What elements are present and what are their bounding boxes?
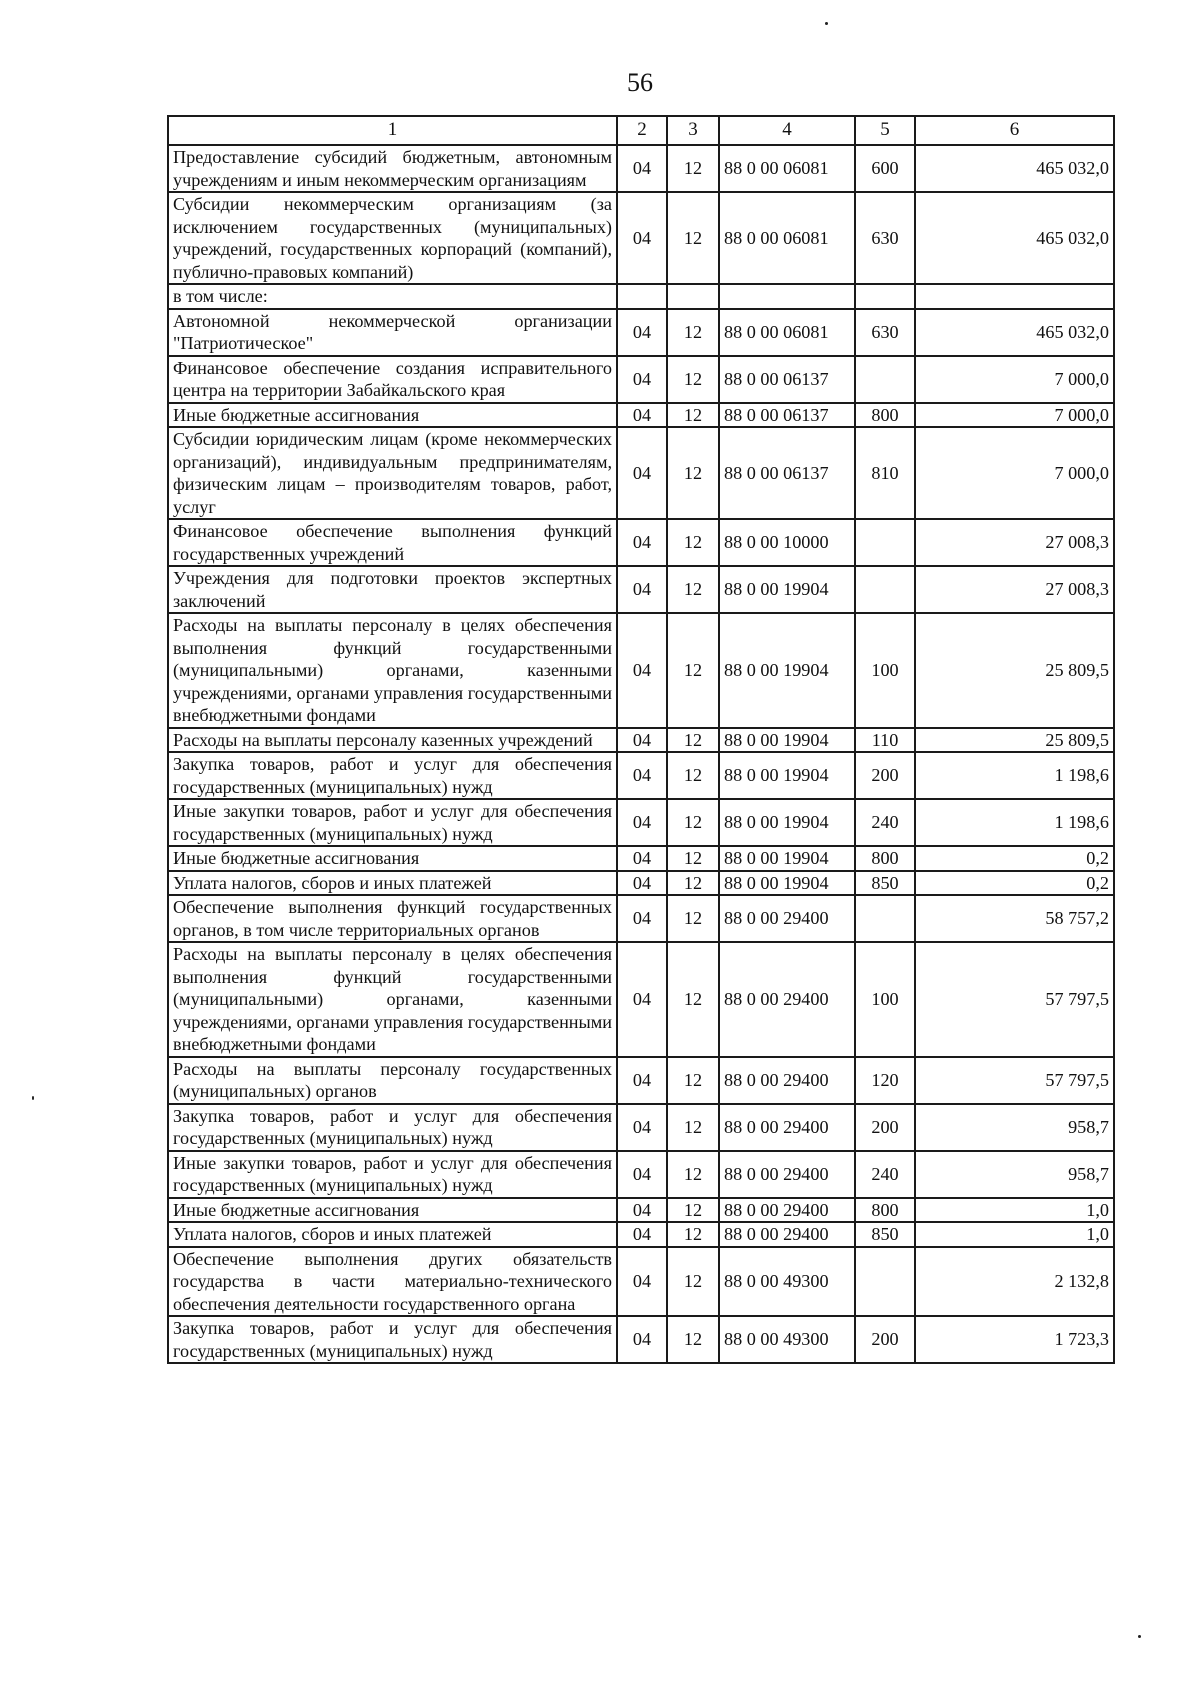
table-row (168, 309, 1114, 356)
amount-value: 57 797,5 (915, 1057, 1114, 1104)
expense-type-code: 850 (855, 871, 915, 896)
subsection-code: 12 (667, 1247, 719, 1317)
table-row (168, 1316, 1114, 1363)
expense-type-code: 630 (855, 309, 915, 356)
column-header: 3 (667, 116, 719, 145)
expense-type-code: 850 (855, 1222, 915, 1247)
section-code: 04 (617, 145, 667, 192)
target-article-code: 88 0 00 06137 (719, 356, 855, 403)
expense-description: Иные закупки товаров, работ и услуг для обеспечения государственных (муниципальных) нужд (168, 1151, 617, 1198)
expense-type-code: 810 (855, 427, 915, 519)
subsection-code: 12 (667, 192, 719, 284)
section-code: 04 (617, 356, 667, 403)
section-code: 04 (617, 871, 667, 896)
target-article-code: 88 0 00 29400 (719, 1057, 855, 1104)
expense-type-code: 630 (855, 192, 915, 284)
expense-description: Иные бюджетные ассигнования (168, 403, 617, 428)
section-code: 04 (617, 1057, 667, 1104)
column-header: 2 (617, 116, 667, 145)
subsection-code: 12 (667, 846, 719, 871)
amount-value: 0,2 (915, 871, 1114, 896)
amount-value: 1 198,6 (915, 752, 1114, 799)
target-article-code: 88 0 00 49300 (719, 1316, 855, 1363)
target-article-code: 88 0 00 29400 (719, 1151, 855, 1198)
amount-value: 7 000,0 (915, 427, 1114, 519)
section-code: 04 (617, 1198, 667, 1223)
amount-value: 25 809,5 (915, 728, 1114, 753)
amount-value: 1,0 (915, 1198, 1114, 1223)
target-article-code: 88 0 00 29400 (719, 895, 855, 942)
amount-value (915, 284, 1114, 309)
table-body (168, 145, 1114, 1363)
target-article-code: 88 0 00 49300 (719, 1247, 855, 1317)
table-row (168, 427, 1114, 519)
amount-value: 465 032,0 (915, 309, 1114, 356)
subsection-code: 12 (667, 1198, 719, 1223)
target-article-code: 88 0 00 19904 (719, 752, 855, 799)
table-row (168, 799, 1114, 846)
amount-value: 465 032,0 (915, 192, 1114, 284)
expense-description: Иные бюджетные ассигнования (168, 1198, 617, 1223)
target-article-code: 88 0 00 29400 (719, 942, 855, 1057)
expense-description: Закупка товаров, работ и услуг для обеспечения государственных (муниципальных) нужд (168, 1104, 617, 1151)
target-article-code: 88 0 00 06081 (719, 192, 855, 284)
expense-description: Закупка товаров, работ и услуг для обеспечения государственных (муниципальных) нужд (168, 1316, 617, 1363)
amount-value: 25 809,5 (915, 613, 1114, 728)
expense-description: Обеспечение выполнения функций государственных органов, в том числе территориальных органов (168, 895, 617, 942)
subsection-code: 12 (667, 613, 719, 728)
amount-value: 27 008,3 (915, 566, 1114, 613)
subsection-code (667, 284, 719, 309)
expense-type-code (855, 895, 915, 942)
section-code: 04 (617, 427, 667, 519)
table-row (168, 1247, 1114, 1317)
target-article-code: 88 0 00 06137 (719, 403, 855, 428)
subsection-code: 12 (667, 1222, 719, 1247)
amount-value: 58 757,2 (915, 895, 1114, 942)
expense-type-code: 110 (855, 728, 915, 753)
subsection-code: 12 (667, 356, 719, 403)
target-article-code: 88 0 00 06081 (719, 309, 855, 356)
subsection-code: 12 (667, 1057, 719, 1104)
section-code: 04 (617, 1316, 667, 1363)
expense-description: Предоставление субсидий бюджетным, автономным учреждениям и иным некоммерческим организациям (168, 145, 617, 192)
target-article-code: 88 0 00 19904 (719, 613, 855, 728)
subsection-code: 12 (667, 1151, 719, 1198)
subsection-code: 12 (667, 752, 719, 799)
subsection-code: 12 (667, 145, 719, 192)
section-code: 04 (617, 403, 667, 428)
target-article-code: 88 0 00 06081 (719, 145, 855, 192)
target-article-code: 88 0 00 19904 (719, 871, 855, 896)
expense-description: Расходы на выплаты персоналу в целях обеспечения выполнения функций государственными (муниципальными) органами, казенными учреждениями, органами управления государственными внебюджетными фондами (168, 613, 617, 728)
scan-speck (1138, 1635, 1141, 1638)
expense-type-code: 800 (855, 1198, 915, 1223)
expense-type-code: 120 (855, 1057, 915, 1104)
target-article-code: 88 0 00 19904 (719, 566, 855, 613)
amount-value: 27 008,3 (915, 519, 1114, 566)
section-code: 04 (617, 728, 667, 753)
amount-value: 7 000,0 (915, 356, 1114, 403)
expense-type-code: 100 (855, 613, 915, 728)
amount-value: 1 198,6 (915, 799, 1114, 846)
expense-description: в том числе: (168, 284, 617, 309)
table-row (168, 1057, 1114, 1104)
column-header: 5 (855, 116, 915, 145)
scan-speck (32, 1096, 34, 1100)
page-number: 56 (627, 68, 653, 97)
target-article-code: 88 0 00 19904 (719, 799, 855, 846)
table-row (168, 284, 1114, 309)
section-code: 04 (617, 752, 667, 799)
expense-type-code: 200 (855, 1104, 915, 1151)
expense-description: Расходы на выплаты персоналу государственных (муниципальных) органов (168, 1057, 617, 1104)
subsection-code: 12 (667, 403, 719, 428)
table-row (168, 871, 1114, 896)
target-article-code: 88 0 00 19904 (719, 728, 855, 753)
section-code: 04 (617, 613, 667, 728)
section-code: 04 (617, 519, 667, 566)
table-row (168, 1151, 1114, 1198)
subsection-code: 12 (667, 728, 719, 753)
subsection-code: 12 (667, 309, 719, 356)
section-code: 04 (617, 1151, 667, 1198)
header-row (168, 116, 1114, 145)
scan-speck (825, 22, 828, 25)
table-row (168, 519, 1114, 566)
expense-type-code: 800 (855, 846, 915, 871)
amount-value: 2 132,8 (915, 1247, 1114, 1317)
expense-description: Расходы на выплаты персоналу в целях обеспечения выполнения функций государственными (муниципальными) органами, казенными учреждениями, органами управления государственными внебюджетными фондами (168, 942, 617, 1057)
table-row (168, 192, 1114, 284)
column-header: 4 (719, 116, 855, 145)
table-row (168, 356, 1114, 403)
subsection-code: 12 (667, 566, 719, 613)
table-row (168, 1198, 1114, 1223)
expense-description: Финансовое обеспечение создания исправительного центра на территории Забайкальского края (168, 356, 617, 403)
section-code: 04 (617, 1247, 667, 1317)
table-row (168, 613, 1114, 728)
subsection-code: 12 (667, 1104, 719, 1151)
amount-value: 7 000,0 (915, 403, 1114, 428)
target-article-code: 88 0 00 29400 (719, 1198, 855, 1223)
expense-type-code: 100 (855, 942, 915, 1057)
subsection-code: 12 (667, 427, 719, 519)
table-row (168, 895, 1114, 942)
expense-type-code: 240 (855, 1151, 915, 1198)
expense-type-code: 600 (855, 145, 915, 192)
section-code: 04 (617, 846, 667, 871)
table-row (168, 846, 1114, 871)
amount-value: 1 723,3 (915, 1316, 1114, 1363)
section-code: 04 (617, 895, 667, 942)
expense-type-code: 200 (855, 752, 915, 799)
expense-description: Уплата налогов, сборов и иных платежей (168, 1222, 617, 1247)
subsection-code: 12 (667, 799, 719, 846)
amount-value: 465 032,0 (915, 145, 1114, 192)
table-row (168, 942, 1114, 1057)
expense-description: Обеспечение выполнения других обязательств государства в части материально-технического обеспечения деятельности государственного органа (168, 1247, 617, 1317)
expense-description: Закупка товаров, работ и услуг для обеспечения государственных (муниципальных) нужд (168, 752, 617, 799)
section-code: 04 (617, 309, 667, 356)
budget-table (167, 115, 1115, 1364)
target-article-code: 88 0 00 10000 (719, 519, 855, 566)
expense-description: Субсидии некоммерческим организациям (за исключением государственных (муниципальных) учреждений, государственных корпораций (компаний), публично-правовых компаний) (168, 192, 617, 284)
expense-type-code (855, 1247, 915, 1317)
expense-description: Субсидии юридическим лицам (кроме некоммерческих организаций), индивидуальным предпринимателям, физическим лицам – производителям товаров, работ, услуг (168, 427, 617, 519)
section-code: 04 (617, 1104, 667, 1151)
expense-description: Учреждения для подготовки проектов экспертных заключений (168, 566, 617, 613)
expense-type-code (855, 566, 915, 613)
section-code: 04 (617, 799, 667, 846)
table-row (168, 752, 1114, 799)
table-row (168, 566, 1114, 613)
table-row (168, 145, 1114, 192)
subsection-code: 12 (667, 519, 719, 566)
target-article-code: 88 0 00 19904 (719, 846, 855, 871)
expense-type-code (855, 284, 915, 309)
table-row (168, 1104, 1114, 1151)
expense-description: Уплата налогов, сборов и иных платежей (168, 871, 617, 896)
section-code: 04 (617, 566, 667, 613)
amount-value: 1,0 (915, 1222, 1114, 1247)
amount-value: 958,7 (915, 1104, 1114, 1151)
target-article-code (719, 284, 855, 309)
expense-type-code: 240 (855, 799, 915, 846)
subsection-code: 12 (667, 895, 719, 942)
table-row (168, 728, 1114, 753)
section-code: 04 (617, 192, 667, 284)
subsection-code: 12 (667, 1316, 719, 1363)
target-article-code: 88 0 00 06137 (719, 427, 855, 519)
section-code: 04 (617, 942, 667, 1057)
expense-description: Расходы на выплаты персоналу казенных учреждений (168, 728, 617, 753)
table-row (168, 1222, 1114, 1247)
column-header: 1 (168, 116, 617, 145)
expense-description: Иные бюджетные ассигнования (168, 846, 617, 871)
expense-description: Иные закупки товаров, работ и услуг для обеспечения государственных (муниципальных) нужд (168, 799, 617, 846)
expense-description: Автономной некоммерческой организации "Патриотическое" (168, 309, 617, 356)
column-header: 6 (915, 116, 1114, 145)
amount-value: 958,7 (915, 1151, 1114, 1198)
target-article-code: 88 0 00 29400 (719, 1222, 855, 1247)
amount-value: 0,2 (915, 846, 1114, 871)
table-row (168, 403, 1114, 428)
subsection-code: 12 (667, 942, 719, 1057)
target-article-code: 88 0 00 29400 (719, 1104, 855, 1151)
table-header (168, 116, 1114, 145)
expense-type-code: 800 (855, 403, 915, 428)
section-code (617, 284, 667, 309)
subsection-code: 12 (667, 871, 719, 896)
expense-type-code (855, 519, 915, 566)
expense-type-code (855, 356, 915, 403)
expense-description: Финансовое обеспечение выполнения функций государственных учреждений (168, 519, 617, 566)
expense-type-code: 200 (855, 1316, 915, 1363)
section-code: 04 (617, 1222, 667, 1247)
amount-value: 57 797,5 (915, 942, 1114, 1057)
